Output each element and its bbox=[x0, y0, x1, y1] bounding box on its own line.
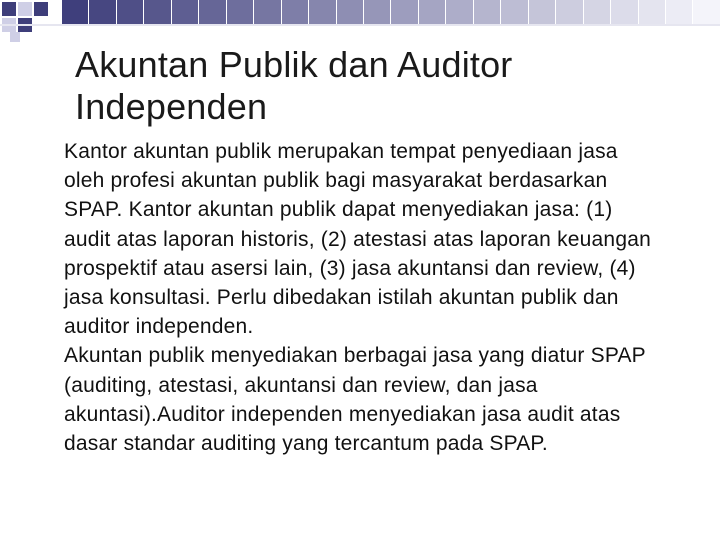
band-cell bbox=[309, 0, 335, 24]
header-rule bbox=[0, 24, 720, 26]
band-cell bbox=[639, 0, 665, 24]
band-cell bbox=[172, 0, 198, 24]
band-cell bbox=[62, 0, 88, 24]
deco-square bbox=[18, 2, 32, 16]
band-cell bbox=[364, 0, 390, 24]
body-paragraph bbox=[64, 341, 664, 458]
band-cell bbox=[584, 0, 610, 24]
band-cell bbox=[693, 0, 719, 24]
band-cell bbox=[144, 0, 170, 24]
band-cell bbox=[199, 0, 225, 24]
body-paragraph bbox=[64, 137, 664, 341]
deco-square bbox=[10, 32, 20, 42]
band-cell bbox=[446, 0, 472, 24]
band-cell bbox=[227, 0, 253, 24]
band-cell bbox=[529, 0, 555, 24]
slide-title: Akuntan Publik dan Auditor Independen bbox=[75, 44, 513, 127]
deco-square bbox=[34, 2, 48, 16]
paragraph-text: Kantor akuntan publik merupakan tempat penyediaan jasa oleh profesi akuntan publik bagi masyarakat berdasarkan SPAP. Kantor akuntan publik dapat menyediakan jasa: (1) audit atas laporan historis, (2) atestasi atas laporan keuangan prospektif atau asersi lain, (3) jasa akuntansi dan review, (4) jasa konsultasi. Perlu dibedakan istilah akuntan publik dan auditor independen. bbox=[64, 140, 651, 339]
band-cell bbox=[666, 0, 692, 24]
band-cell bbox=[89, 0, 115, 24]
corner-decoration bbox=[0, 0, 60, 45]
header-band bbox=[62, 0, 720, 24]
band-cell bbox=[117, 0, 143, 24]
band-cell bbox=[556, 0, 582, 24]
band-cell bbox=[391, 0, 417, 24]
band-cell bbox=[419, 0, 445, 24]
band-cell bbox=[282, 0, 308, 24]
band-cell bbox=[474, 0, 500, 24]
band-cell bbox=[611, 0, 637, 24]
band-cell bbox=[254, 0, 280, 24]
deco-square bbox=[2, 2, 16, 16]
paragraph-text: Akuntan publik menyediakan berbagai jasa yang diatur SPAP (auditing, atestasi, akuntansi dan review, dan jasa akuntasi).Auditor independen menyediakan jasa audit atas dasar standar auditing yang tercantum pada SPAP. bbox=[64, 344, 646, 456]
band-cell bbox=[501, 0, 527, 24]
slide-body bbox=[64, 137, 664, 458]
band-cell bbox=[337, 0, 363, 24]
